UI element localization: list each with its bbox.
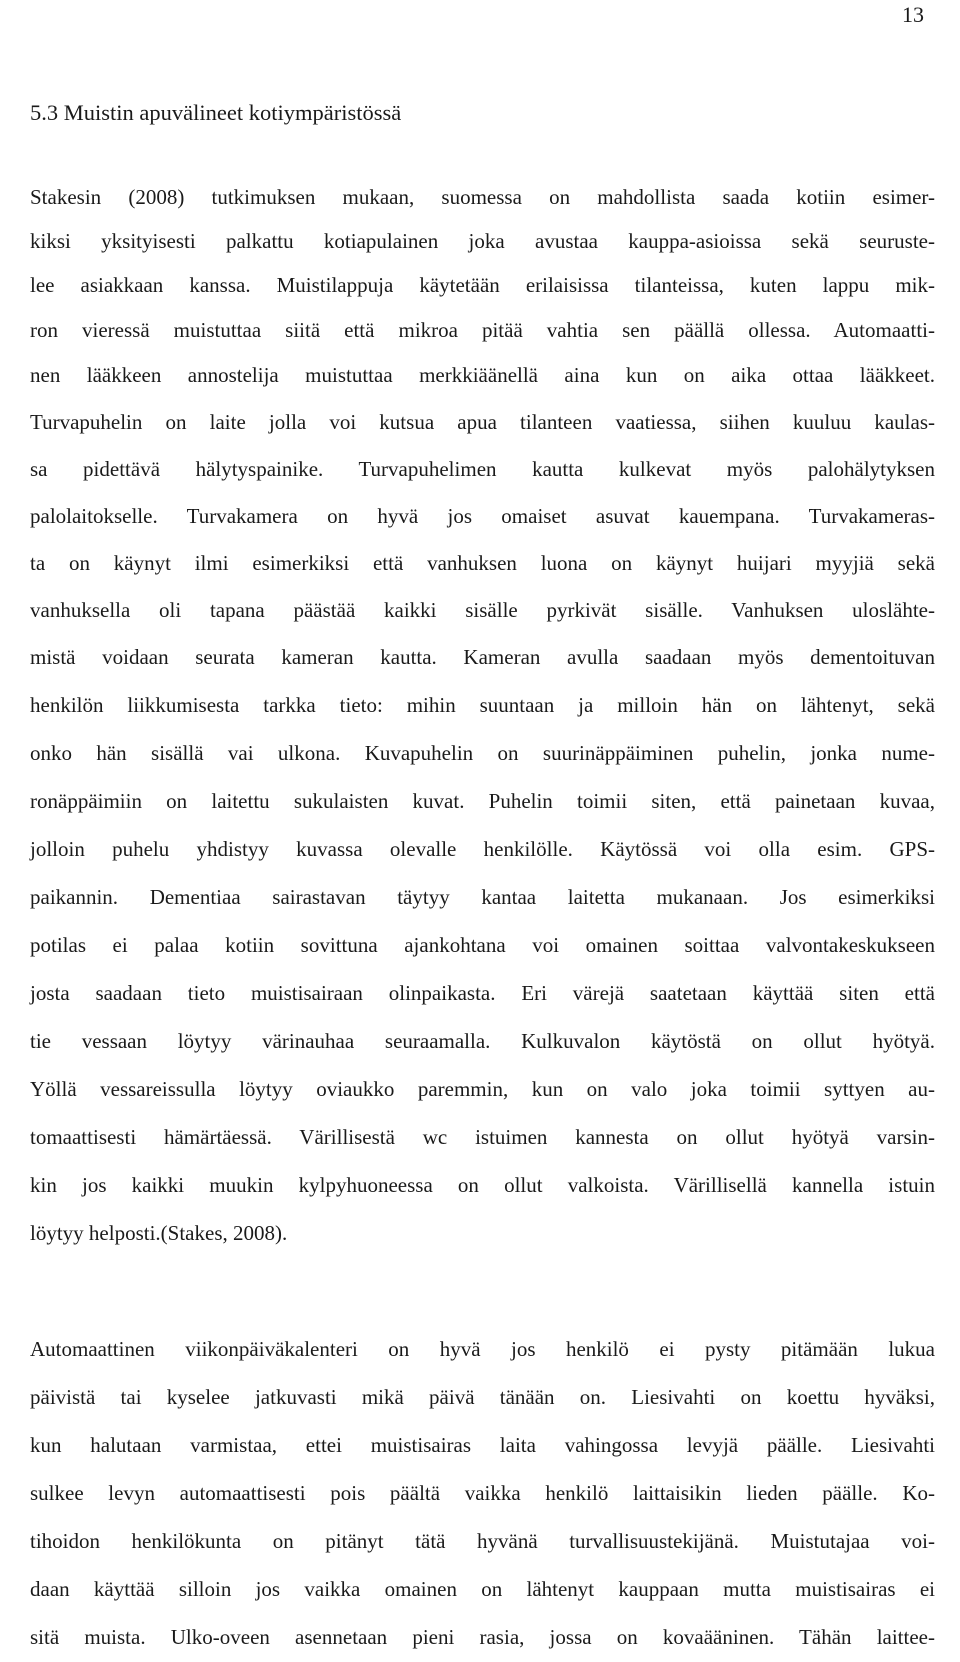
- text-line: sa pidettävä hälytyspainike. Turvapuhelimen kautta kulkevat myös palohälytyksen: [30, 457, 935, 481]
- text-line: onko hän sisällä vai ulkona. Kuvapuhelin on suurinäppäiminen puhelin, jonka nume-: [30, 741, 935, 765]
- text-line: josta saadaan tieto muistisairaan olinpaikasta. Eri värejä saatetaan käyttää siten että: [30, 981, 935, 1005]
- text-line: kin jos kaikki muukin kylpyhuoneessa on ollut valkoista. Värillisellä kannella istuin: [30, 1173, 935, 1197]
- text-line: Automaattinen viikonpäiväkalenteri on hyvä jos henkilö ei pysty pitämään lukua: [30, 1337, 935, 1361]
- text-line: Turvapuhelin on laite jolla voi kutsua apua tilanteen vaatiessa, siihen kuuluu kaulas-: [30, 410, 935, 434]
- text-line: potilas ei palaa kotiin sovittuna ajankohtana voi omainen soittaa valvontakeskukseen: [30, 933, 935, 957]
- text-line: palolaitokselle. Turvakamera on hyvä jos omaiset asuvat kauempana. Turvakameras-: [30, 504, 935, 528]
- text-line: kiksi yksityisesti palkattu kotiapulainen joka avustaa kauppa-asioissa sekä seuruste-: [30, 229, 935, 253]
- text-line: kun halutaan varmistaa, ettei muistisairas laita vahingossa levyjä päälle. Liesivahti: [30, 1433, 935, 1457]
- text-line: Yöllä vessareissulla löytyy oviaukko paremmin, kun on valo joka toimii syttyen au-: [30, 1077, 935, 1101]
- section-heading: 5.3 Muistin apuvälineet kotiympäristössä: [30, 100, 402, 125]
- text-line: lee asiakkaan kanssa. Muistilappuja käytetään erilaisissa tilanteissa, kuten lappu mik-: [30, 273, 935, 297]
- text-line: tihoidon henkilökunta on pitänyt tätä hyvänä turvallisuustekijänä. Muistutajaa voi-: [30, 1529, 935, 1553]
- text-line: päivistä tai kyselee jatkuvasti mikä päivä tänään on. Liesivahti on koettu hyväksi,: [30, 1385, 935, 1409]
- text-line: daan käyttää silloin jos vaikka omainen on lähtenyt kauppaan mutta muistisairas ei: [30, 1577, 935, 1601]
- text-line: vanhuksella oli tapana päästää kaikki sisälle pyrkivät sisälle. Vanhuksen uloslähte-: [30, 598, 935, 622]
- text-line: nen lääkkeen annostelija muistuttaa merkkiäänellä aina kun on aika ottaa lääkkeet.: [30, 363, 935, 387]
- page-number: 13: [902, 2, 924, 27]
- text-line: jolloin puhelu yhdistyy kuvassa olevalle henkilölle. Käytössä voi olla esim. GPS-: [30, 837, 935, 861]
- text-line: henkilön liikkumisesta tarkka tieto: mihin suuntaan ja milloin hän on lähtenyt, sekä: [30, 693, 935, 717]
- text-line: Stakesin (2008) tutkimuksen mukaan, suomessa on mahdollista saada kotiin esimer-: [30, 185, 935, 209]
- text-line: ron vieressä muistuttaa siitä että mikroa pitää vahtia sen päällä ollessa. Automaatti-: [30, 318, 935, 342]
- text-line: mistä voidaan seurata kameran kautta. Kameran avulla saadaan myös dementoituvan: [30, 645, 935, 669]
- text-line: ta on käynyt ilmi esimerkiksi että vanhuksen luona on käynyt huijari myyjiä sekä: [30, 551, 935, 575]
- text-line: löytyy helposti.(Stakes, 2008).: [30, 1221, 288, 1245]
- text-line: ronäppäimiin on laitettu sukulaisten kuvat. Puhelin toimii siten, että painetaan kuvaa,: [30, 789, 935, 813]
- text-line: tomaattisesti hämärtäessä. Värillisestä wc istuimen kannesta on ollut hyötyä varsin-: [30, 1125, 935, 1149]
- text-line: paikannin. Dementiaa sairastavan täytyy kantaa laitetta mukanaan. Jos esimerkiksi: [30, 885, 935, 909]
- text-line: sitä muista. Ulko-oveen asennetaan pieni rasia, jossa on kovaääninen. Tähän laittee-: [30, 1625, 935, 1649]
- text-line: sulkee levyn automaattisesti pois päältä vaikka henkilö laittaisikin lieden päälle. Ko-: [30, 1481, 935, 1505]
- text-line: tie vessaan löytyy värinauhaa seuraamalla. Kulkuvalon käytöstä on ollut hyötyä.: [30, 1029, 935, 1053]
